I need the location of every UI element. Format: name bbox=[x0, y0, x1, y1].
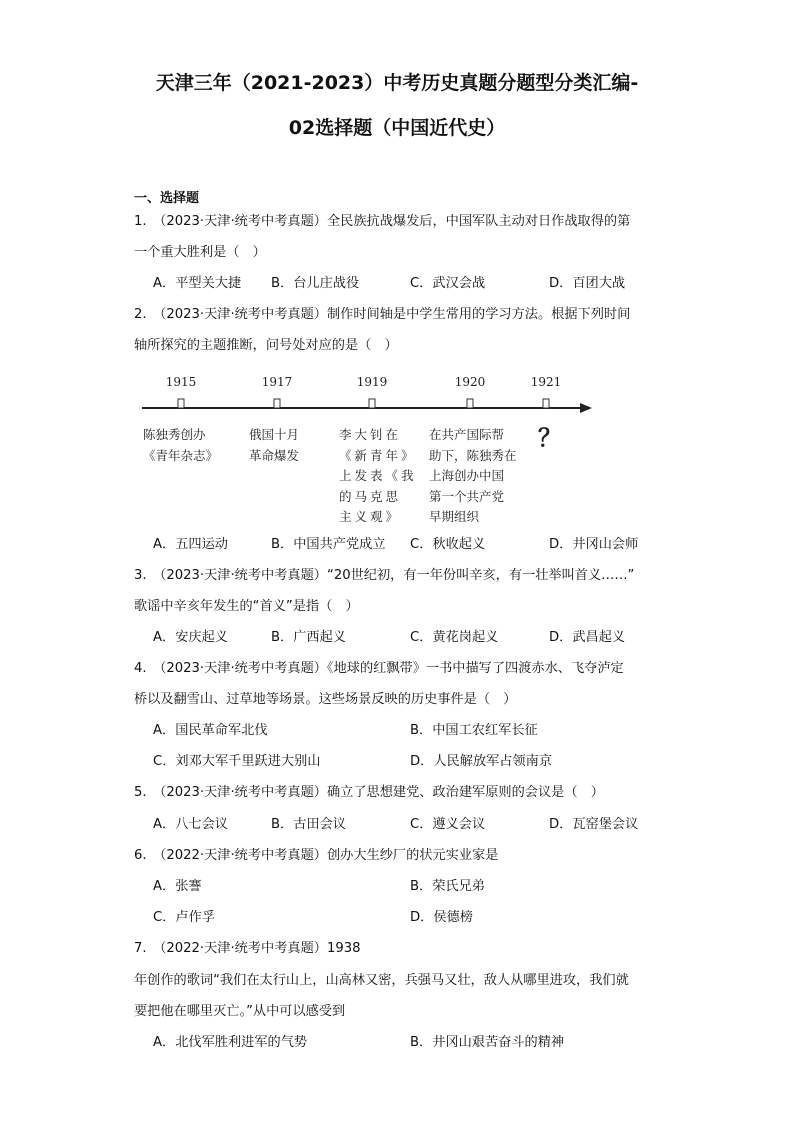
question-5-option-b: B．古田会议 bbox=[271, 817, 346, 832]
question-1-option-a: A．平型关大捷 bbox=[153, 276, 242, 291]
timeline-event-1917-line: 俄国十月 bbox=[249, 427, 300, 442]
question-6-option-d: D．侯德榜 bbox=[410, 910, 473, 925]
question-1-option-b: B．台儿庄战役 bbox=[271, 276, 360, 291]
question-4-option-d: D．人民解放军占领南京 bbox=[410, 754, 553, 769]
question-4-option-a: A．国民革命军北伐 bbox=[153, 723, 268, 738]
question-2-text-line-2: 轴所探究的主题推断，问号处对应的是（ ） bbox=[134, 338, 398, 353]
timeline-event-1920-line: 早期组织 bbox=[429, 509, 480, 524]
question-4-option-b: B．中国工农红军长征 bbox=[410, 723, 538, 738]
timeline-event-1920-line: 助下，陈独秀在 bbox=[429, 447, 517, 463]
timeline-event-1915-line: 《青年杂志》 bbox=[143, 447, 219, 463]
timeline-event-1919-line: 的马克思 bbox=[339, 488, 402, 504]
timeline-event-1919-line: 李大钊在 bbox=[339, 427, 402, 442]
timeline-tick-1917 bbox=[274, 399, 280, 408]
question-3-option-d: D．武昌起义 bbox=[549, 630, 626, 645]
timeline-event-1920 bbox=[429, 425, 517, 528]
question-5-option-a: A．八七会议 bbox=[153, 817, 228, 832]
timeline-tick-1919 bbox=[369, 399, 375, 408]
question-5-option-c: C．遵义会议 bbox=[410, 817, 486, 832]
question-6-option-b: B．荣氏兄弟 bbox=[410, 879, 485, 894]
page-title-line-1: 天津三年（2021-2023）中考历史真题分题型分类汇编- bbox=[155, 72, 639, 94]
timeline-event-1919-line: 主义观》 bbox=[339, 509, 402, 524]
timeline-event-1919-line: 上发表《我 bbox=[339, 468, 417, 483]
question-7-text-line-2: 年创作的歌词“我们在太行山上，山高林又密，兵强马又壮，敌人从哪里进攻，我们就 bbox=[134, 973, 629, 988]
question-1-text-line-1: 1. （2023·天津·统考中考真题）全民族抗战爆发后，中国军队主动对日作战取得的第 bbox=[134, 214, 631, 229]
question-2-option-b: B．中国共产党成立 bbox=[271, 537, 386, 552]
timeline-event-1920-line: 在共产国际帮 bbox=[429, 427, 505, 442]
question-7-text-line-1: 7. （2022·天津·统考中考真题）1938 bbox=[134, 941, 361, 956]
question-6-text-line-1: 6. （2022·天津·统考中考真题）创办大生纱厂的状元实业家是 bbox=[134, 848, 499, 863]
question-3-option-a: A．安庆起义 bbox=[153, 630, 228, 645]
timeline-tick-1921 bbox=[543, 399, 549, 408]
question-6-option-c: C．卢作孚 bbox=[153, 910, 215, 925]
question-7-option-a: A．北伐军胜利进军的气势 bbox=[153, 1035, 308, 1050]
question-4-text-line-2: 桥以及翻雪山、过草地等场景。这些场景反映的历史事件是（ ） bbox=[134, 692, 517, 707]
question-4-option-c: C．刘邓大军千里跃进大别山 bbox=[153, 754, 321, 769]
timeline-event-1917-line: 革命爆发 bbox=[249, 447, 300, 463]
question-3-option-c: C．黄花岗起义 bbox=[410, 630, 499, 645]
timeline-figure bbox=[140, 366, 600, 526]
timeline-axis bbox=[140, 366, 600, 426]
timeline-year-1919: 1919 bbox=[356, 375, 388, 389]
timeline-event-1920-line: 第一个共产党 bbox=[429, 488, 505, 504]
timeline-year-1920: 1920 bbox=[454, 375, 486, 389]
question-5-option-d: D．瓦窑堡会议 bbox=[549, 817, 639, 832]
timeline-event-1919-line: 《新青年》 bbox=[339, 447, 417, 463]
page-title-line-2: 02选择题（中国近代史） bbox=[288, 117, 506, 139]
timeline-event-1915 bbox=[143, 425, 218, 466]
question-7-text-line-3: 要把他在哪里灭亡。”从中可以感受到 bbox=[134, 1004, 346, 1019]
question-2-option-d: D．井冈山会师 bbox=[549, 537, 639, 552]
timeline-arrowhead bbox=[580, 403, 592, 413]
timeline-event-1915-line: 陈独秀创办 bbox=[143, 427, 206, 442]
timeline-event-1919 bbox=[339, 425, 417, 528]
question-3-text-line-2: 歌谣中辛亥年发生的“首义”是指（ ） bbox=[134, 599, 359, 614]
question-1-text-line-2: 一个重大胜利是（ ） bbox=[134, 245, 266, 260]
question-2-option-c: C．秋收起义 bbox=[410, 537, 486, 552]
section-heading: 一、选择题 bbox=[134, 191, 200, 206]
question-2-text-line-1: 2. （2023·天津·统考中考真题）制作时间轴是中学生常用的学习方法。根据下列时间 bbox=[134, 307, 631, 322]
timeline-event-1917 bbox=[249, 425, 299, 466]
timeline-question-mark: ？ bbox=[538, 423, 562, 452]
question-1-option-d: D．百团大战 bbox=[549, 276, 626, 291]
timeline-year-1921: 1921 bbox=[530, 375, 562, 389]
timeline-year-1915: 1915 bbox=[165, 375, 197, 389]
question-3-option-b: B．广西起义 bbox=[271, 630, 346, 645]
question-3-text-line-1: 3. （2023·天津·统考中考真题）“20世纪初，有一年份叫辛亥，有一壮举叫首义……” bbox=[134, 568, 635, 583]
question-1-option-c: C．武汉会战 bbox=[410, 276, 486, 291]
timeline-tick-1915 bbox=[178, 399, 184, 408]
timeline-tick-1920 bbox=[467, 399, 473, 408]
question-4-text-line-1: 4. （2023·天津·统考中考真题）《地球的红飘带》一书中描写了四渡赤水、飞夺泸定 bbox=[134, 661, 624, 676]
timeline-year-1917: 1917 bbox=[261, 375, 293, 389]
question-7-option-b: B．井冈山艰苦奋斗的精神 bbox=[410, 1035, 565, 1050]
question-5-text-line-1: 5. （2023·天津·统考中考真题）确立了思想建党、政治建军原则的会议是（ ） bbox=[134, 785, 604, 800]
timeline-event-1920-line: 上海创办中国 bbox=[429, 468, 505, 483]
question-2-option-a: A．五四运动 bbox=[153, 537, 228, 552]
question-6-option-a: A．张謇 bbox=[153, 879, 202, 894]
